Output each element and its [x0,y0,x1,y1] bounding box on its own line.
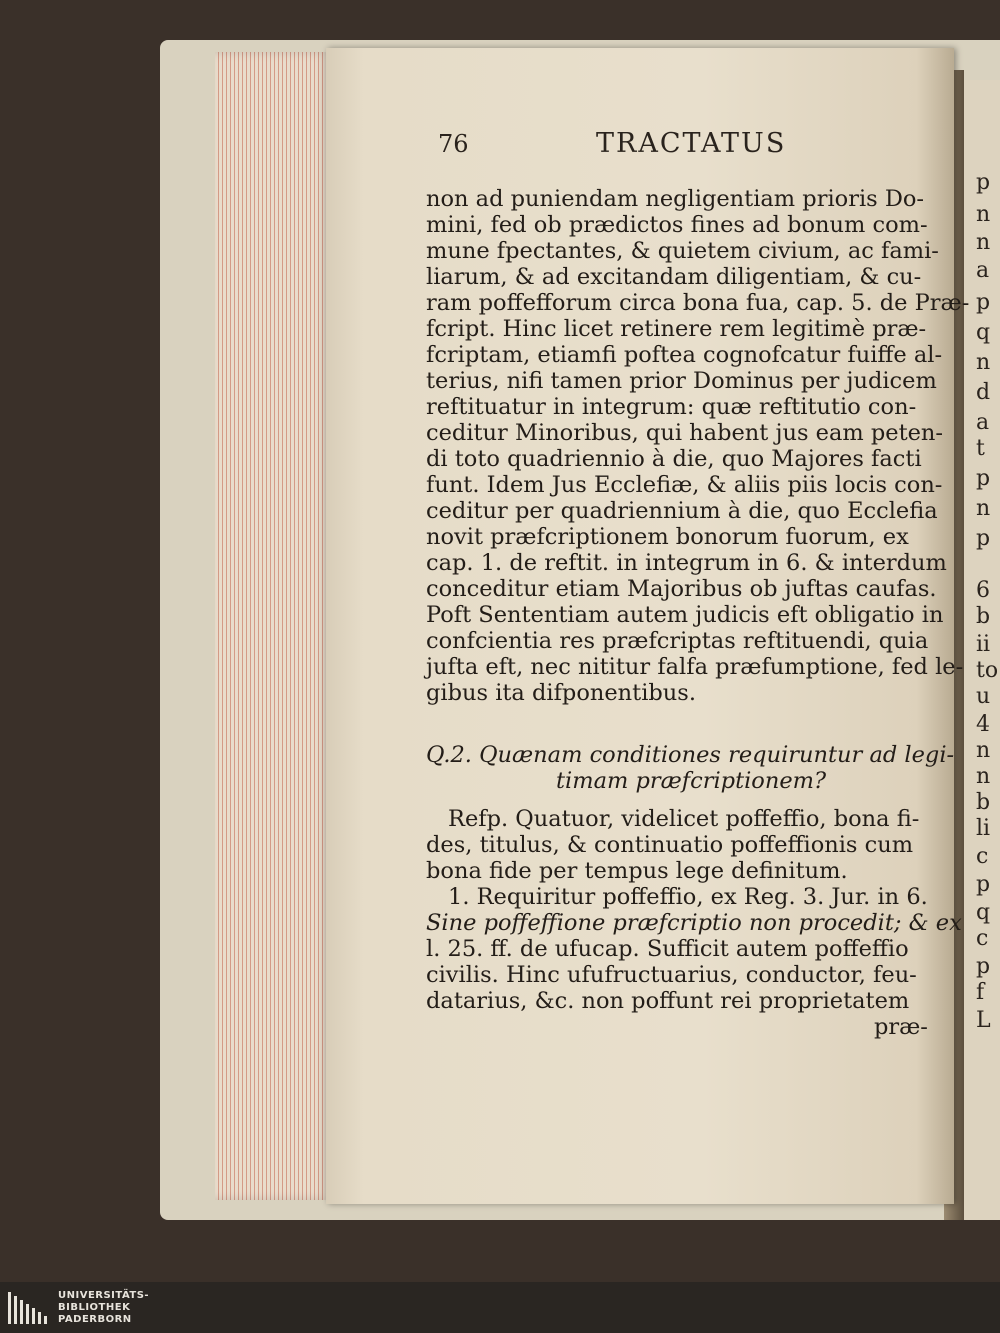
body-line: funt. Idem Jus Ecclefiæ, & aliis piis locis con- [426,472,943,498]
facing-page-letter: p [976,954,991,979]
facing-page-letter: a [976,410,990,435]
body-line: non ad puniendam negligentiam prioris Do- [426,186,925,212]
facing-page-letter: u [976,684,991,709]
facing-page-letter: n [976,738,991,763]
facing-page-letter: to [976,658,999,683]
answer-line: Refp. Quatuor, videlicet poffeffio, bona fi- [448,806,920,832]
body-line: confcientia res præfcriptas reftituendi, quia [426,628,929,654]
page-header [430,126,930,166]
facing-page-letter: 4 [976,712,990,737]
question-heading-line: Q.2. Quænam conditiones requiruntur ad legi- [426,742,955,768]
body-line: Poft Sententiam autem judicis eft obligatio in [426,602,944,628]
body-line: mini, fed ob prædictos fines ad bonum com- [426,212,928,238]
facing-page-letter: b [976,604,991,629]
library-logo-icon [8,1292,52,1324]
answer-line: bona fide per tempus lege definitum. [426,858,848,884]
library-logo [6,1288,206,1328]
answer-line: Sine poffeffione præfcriptio non procedit; & ex [426,910,962,936]
body-line: gibus ita difponentibus. [426,680,696,706]
facing-page-letter: p [976,526,991,551]
body-line: mune fpectantes, & quietem civium, ac fami- [426,238,939,264]
body-line: ceditur per quadriennium à die, quo Ecclefia [426,498,938,524]
facing-page-letter: ii [976,632,991,657]
facing-page-letter: n [976,764,991,789]
facing-page-letter: p [976,872,991,897]
answer-line: des, titulus, & continuatio poffeffionis cum [426,832,914,858]
facing-page-letter: c [976,844,989,869]
body-line: ceditur Minoribus, qui habent jus eam peten- [426,420,944,446]
facing-page-letter: f [976,980,985,1005]
facing-page-letter: li [976,816,991,841]
facing-page-letter: q [976,320,991,345]
facing-page-letter: 6 [976,578,990,603]
answer-line: 1. Requiritur poffeffio, ex Reg. 3. Jur. in 6. [448,884,928,910]
body-line: fcriptam, etiamfi poftea cognofcatur fuiffe al- [426,342,943,368]
facing-page-letter: L [976,1008,991,1033]
facing-page-letter: c [976,926,989,951]
facing-page-letter: b [976,790,991,815]
answer-line: l. 25. ff. de ufucap. Sufficit autem poffeffio [426,936,909,962]
facing-page-letter: n [976,202,991,227]
body-line: novit præfcriptionem bonorum fuorum, ex [426,524,909,550]
catchword: præ- [874,1014,928,1040]
facing-page-letter: a [976,258,990,283]
page-number: 76 [438,130,469,158]
library-logo-line: UNIVERSITÄTS- [58,1290,150,1301]
facing-page-letter: n [976,230,991,255]
body-line: terius, nifi tamen prior Dominus per judicem [426,368,937,394]
facing-page-letter: n [976,350,991,375]
facing-page-letter: t [976,436,985,461]
body-line: cap. 1. de reftit. in integrum in 6. & interdum [426,550,947,576]
facing-page-letter: p [976,290,991,315]
question-heading-line: timam præfcriptionem? [556,768,827,794]
facing-page-letter: q [976,900,991,925]
library-logo-line: BIBLIOTHEK [58,1302,131,1313]
facing-page-letter: p [976,170,991,195]
body-line: liarum, & ad excitandam diligentiam, & cu- [426,264,922,290]
body-line: jufta eft, nec nititur falfa præfumptione, fed le- [426,654,964,680]
facing-page-letter: d [976,380,991,405]
facing-page-letter: n [976,496,991,521]
body-line: reftituatur in integrum: quæ reftitutio con- [426,394,917,420]
page-edges [215,52,330,1200]
answer-line: datarius, &c. non poffunt rei proprietatem [426,988,910,1014]
body-line: conceditur etiam Majoribus ob juftas caufas. [426,576,937,602]
library-logo-line: PADERBORN [58,1314,132,1325]
answer-line: civilis. Hinc ufufructuarius, conductor, feu- [426,962,917,988]
facing-page-letter: p [976,466,991,491]
body-line: fcript. Hinc licet retinere rem legitimè præ- [426,316,927,342]
running-title: TRACTATUS [596,128,787,159]
body-line: ram poffefforum circa bona fua, cap. 5. de Præ- [426,290,970,316]
body-line: di toto quadriennio à die, quo Majores facti [426,446,922,472]
